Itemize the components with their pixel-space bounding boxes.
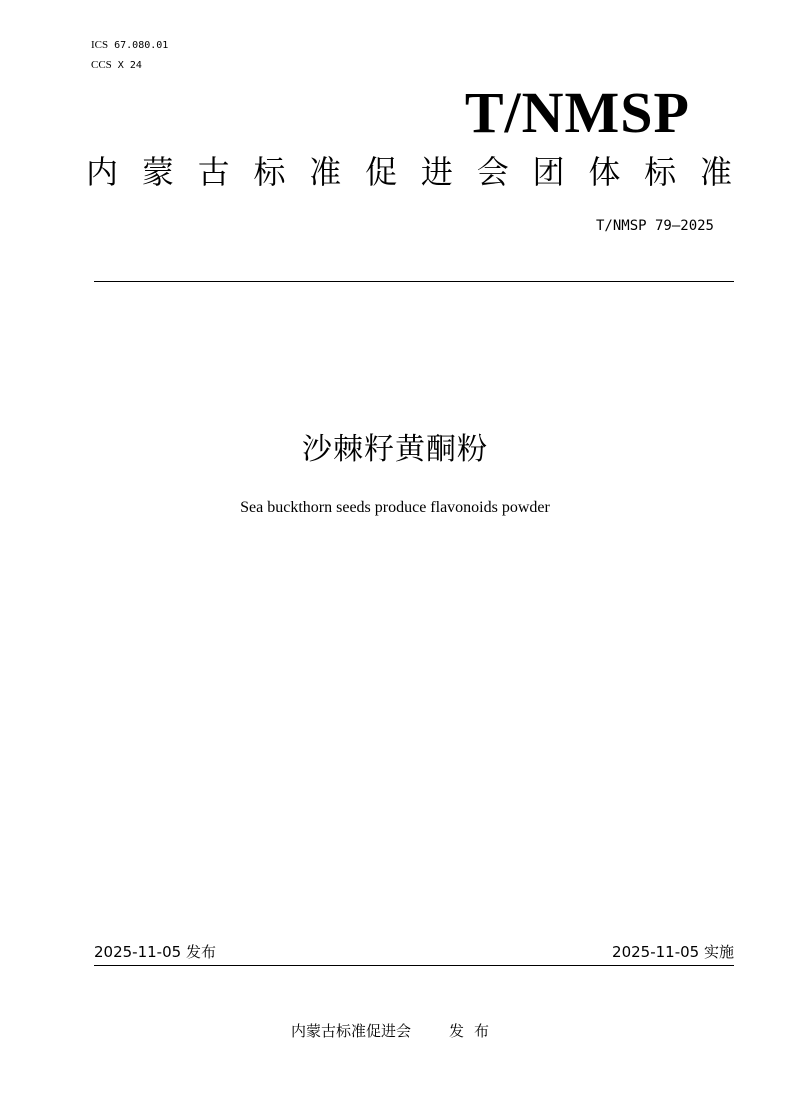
footer-divider: [94, 965, 734, 966]
organization-title: [86, 150, 732, 194]
ccs-classification: [91, 58, 142, 73]
org-title-char: 准: [699, 153, 732, 191]
org-title-char: 标: [253, 153, 286, 191]
document-subtitle: Sea buckthorn seeds produce flavonoids powder: [240, 499, 550, 516]
org-title-char: 古: [197, 153, 230, 191]
standard-number: T/NMSP 79—2025: [595, 218, 714, 234]
org-title-char: 蒙: [141, 153, 174, 191]
ics-value: 67.080.01: [114, 40, 169, 51]
brand-logo-text: T/NMSP: [464, 80, 690, 145]
org-title-char: 促: [365, 153, 398, 191]
header-divider: [94, 281, 734, 282]
org-title-char: 进: [420, 153, 453, 191]
ics-classification: [91, 38, 168, 53]
publish-date: 2025-11-05 发布: [94, 943, 216, 961]
org-title-char: 标: [644, 153, 677, 191]
publisher-name: 内蒙古标准促进会: [290, 1022, 411, 1040]
org-title-char: 体: [588, 153, 621, 191]
publisher-line: [0, 1020, 790, 1042]
org-title-char: 团: [532, 153, 565, 191]
implementation-date: 2025-11-05 实施: [612, 943, 734, 961]
ccs-label: CCS: [91, 59, 112, 71]
org-title-char: 会: [476, 153, 509, 191]
ics-label: ICS: [91, 39, 109, 51]
org-title-char: 准: [309, 153, 342, 191]
ccs-value: X 24: [117, 60, 142, 71]
publisher-action: 发布: [449, 1022, 500, 1040]
org-title-char: 内: [86, 153, 119, 191]
document-title: 沙棘籽黄酮粉: [302, 432, 488, 467]
